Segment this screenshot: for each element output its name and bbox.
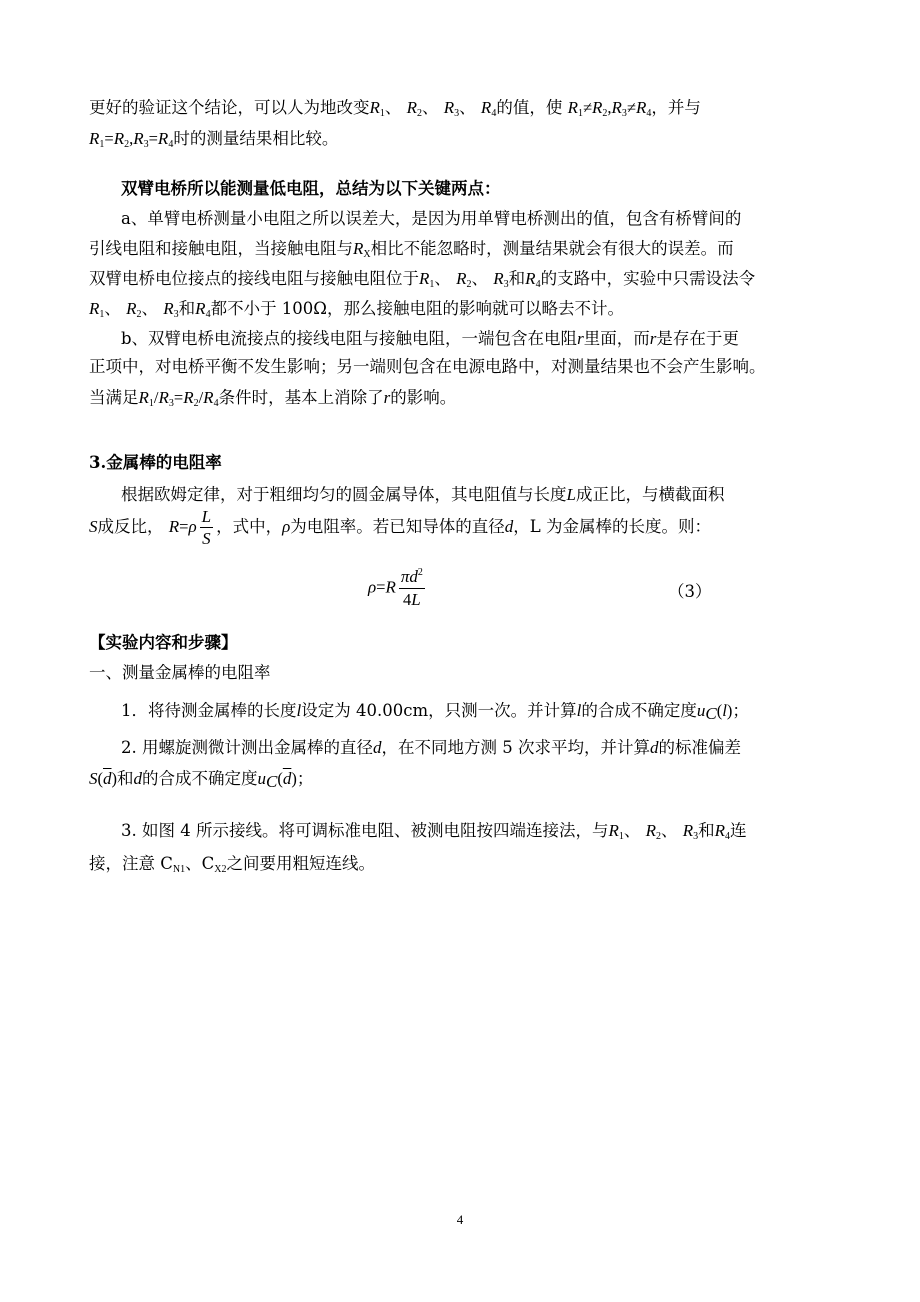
fraction-pi-d2-over-4L: $\frac{\pi d^2}{4L}$ xyxy=(400,567,423,609)
fraction-L-over-S: $\frac{L}{S}$ xyxy=(201,507,212,548)
para-a-line-1: a、单臂电桥测量小电阻之所以误差大，是因为用单臂电桥测出的值，包含有桥臂间的 xyxy=(121,209,742,228)
part-1-title: 一、测量金属棒的电阻率 xyxy=(89,663,271,682)
step-2-line-2: $S(\overline{d})$和d的合成不确定度$u_C(\overline{d})$； xyxy=(89,769,314,791)
step-1: 1．将待测金属棒的长度l设定为 40.00cm，只测一次。并计算l的合成不确定度$u_C(l)$； xyxy=(121,701,749,723)
heading-double-arm-bridge: 双臂电桥所以能测量低电阻，总结为以下关键两点： xyxy=(121,179,501,198)
para-intro-line-2: $R_1=R_2,R_3=R_4$时的测量结果相比较。 xyxy=(89,129,339,150)
para-b-line-1: b、双臂电桥电流接点的接线电阻与接触电阻，一端包含在电阻r里面，而r是存在于更 xyxy=(121,329,739,348)
section-content-steps-title: 【实验内容和步骤】 xyxy=(89,633,238,652)
page-number: 4 xyxy=(456,1212,464,1227)
step-3-line-2: 接，注意 $C_{N1}$、$C_{X2}$之间要用粗短连线。 xyxy=(89,854,375,875)
section-3-line-1: 根据欧姆定律，对于粗细均匀的圆金属导体，其电阻值与长度L成正比，与横截面积 xyxy=(121,485,725,504)
section-3-line-2: S成反比， R=ρ $\frac{L}{S}$ ，式中，ρ为电阻率。若已知导体的直径d，L 为金属棒的长度。则： xyxy=(89,507,711,548)
para-a-line-2: 引线电阻和接触电阻，当接触电阻与$R_X$相比不能忽略时，测量结果就会有很大的误差。而 xyxy=(89,239,734,260)
equation-3-label: （3） xyxy=(668,582,712,601)
para-a-line-3: 双臂电桥电位接点的接线电阻与接触电阻位于$R_1$、 $R_2$、 $R_3$和$R_4$的支路中，实验中只需设法令 xyxy=(89,269,756,290)
para-b-line-2: 正项中，对电桥平衡不发生影响；另一端则包含在电源电路中，对测量结果也不会产生影响。 xyxy=(89,357,766,376)
step-2-line-1: 2. 用螺旋测微计测出金属棒的直径d，在不同地方测 5 次求平均，并计算d的标准偏差 xyxy=(121,738,741,757)
step-3-line-1: 3. 如图 4 所示接线。将可调标准电阻、被测电阻按四端连接法，与$R_1$、 $R_2$、 $R_3$和$R_4$连 xyxy=(121,821,747,842)
section-3-title: 3.金属棒的电阻率 xyxy=(89,453,222,472)
para-intro-line-1: 更好的验证这个结论，可以人为地改变$R_1$、 $R_2$、 $R_3$、 $R_4$的值，使 $R_1\ne R_2,R_3\ne R_4$，并与 xyxy=(89,98,701,119)
equation-3: ρ=R $\frac{\pi d^2}{4L}$ xyxy=(368,567,423,609)
para-a-line-4: $R_1$、 $R_2$、 $R_3$和$R_4$都不小于 100Ω，那么接触电阻的影响就可以略去不计。 xyxy=(89,299,624,320)
para-b-line-3: 当满足$R_1/R_3=R_2/R_4$条件时，基本上消除了r的影响。 xyxy=(89,388,457,409)
